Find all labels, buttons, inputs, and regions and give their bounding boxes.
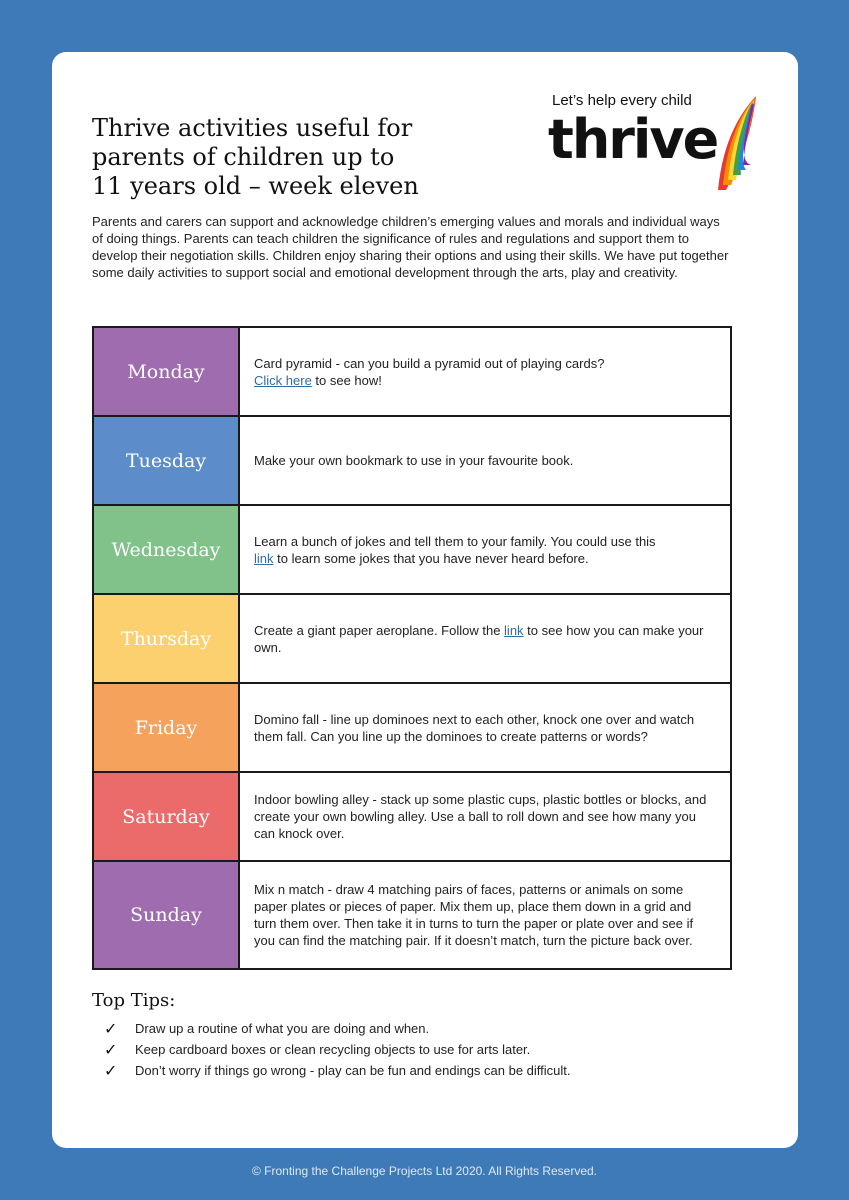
click-here-link[interactable]: Click here [254,372,312,388]
top-tips-list [104,1018,571,1081]
day-cell-friday: Friday [93,683,239,772]
table-row [93,861,731,969]
activity-text: to see how! [311,372,382,388]
activity-text: Create a giant paper aeroplane. Follow the [254,622,505,638]
activity-cell-wednesday [239,505,731,594]
table-row [93,327,731,416]
weekly-activities-table [92,326,732,970]
top-tips-heading: Top Tips: [92,990,176,1011]
table-row [93,683,731,772]
copyright-footer: © Fronting the Challenge Projects Ltd 2020. All Rights Reserved. [251,1164,598,1178]
table-row [93,772,731,861]
list-item [104,1039,571,1060]
activity-text: Learn a bunch of jokes and tell them to your family. You could use this [254,533,656,549]
activity-cell-tuesday: Make your own bookmark to use in your favourite book. [239,416,731,505]
checkmark-icon: ✓ [104,1062,118,1080]
list-item [104,1060,571,1081]
day-cell-monday: Monday [93,327,239,416]
activity-cell-friday: Domino fall - line up dominoes next to each other, knock one over and watch them fall. Can you line up the dominoes to create patterns or words? [239,683,731,772]
day-cell-thursday: Thursday [93,594,239,683]
tip-text: Draw up a routine of what you are doing and when. [135,1021,430,1036]
activity-text: to learn some jokes that you have never heard before. [273,550,589,566]
thrive-logo [548,90,768,205]
activity-cell-saturday: Indoor bowling alley - stack up some plastic cups, plastic bottles or blocks, and create your own bowling alley. Use a ball to roll down and see how many you can knock over. [239,772,731,861]
activity-cell-sunday: Mix n match - draw 4 matching pairs of faces, patterns or animals on some paper plates or pieces of paper. Mix them up, place them down in a grid and turn them over. Then take it in turns to turn the paper or plate over and see if you can find the matching pair. If it doesn’t match, turn the picture back over. [239,861,731,969]
activity-text: to see how you can make your own. [254,622,704,655]
page-title [92,114,512,201]
title-line-1: Thrive activities useful for [92,114,413,142]
logo-wordmark: thrive [548,108,718,171]
activity-cell-thursday [239,594,731,683]
title-line-3: 11 years old – week eleven [92,172,419,200]
logo-tagline: Let’s help every child [552,92,692,109]
tip-text: Don’t worry if things go wrong - play can be fun and endings can be difficult. [135,1063,571,1078]
day-cell-saturday: Saturday [93,772,239,861]
tip-text: Keep cardboard boxes or clean recycling objects to use for arts later. [135,1042,531,1057]
table-row [93,416,731,505]
rainbow-feather-icon [712,90,768,200]
day-cell-wednesday: Wednesday [93,505,239,594]
intro-paragraph: Parents and carers can support and acknowledge children’s emerging values and morals and individual ways of doing things. Parents can teach children the significance of rules and regulations and support them to develop their negotiation skills. Children enjoy sharing their options and using their skills. We have put together some daily activities to support social and emotional development through the arts, play and creativity. [92,214,729,280]
activity-sheet [52,52,798,1148]
day-cell-sunday: Sunday [93,861,239,969]
activity-text: Card pyramid - can you build a pyramid out of playing cards? [254,355,605,371]
jokes-link[interactable]: link [254,550,274,566]
title-line-2: parents of children up to [92,143,395,171]
activity-cell-monday [239,327,731,416]
day-cell-tuesday: Tuesday [93,416,239,505]
checkmark-icon: ✓ [104,1041,118,1059]
table-row [93,505,731,594]
aeroplane-link[interactable]: link [504,622,524,638]
list-item [104,1018,571,1039]
table-row [93,594,731,683]
checkmark-icon: ✓ [104,1020,118,1038]
